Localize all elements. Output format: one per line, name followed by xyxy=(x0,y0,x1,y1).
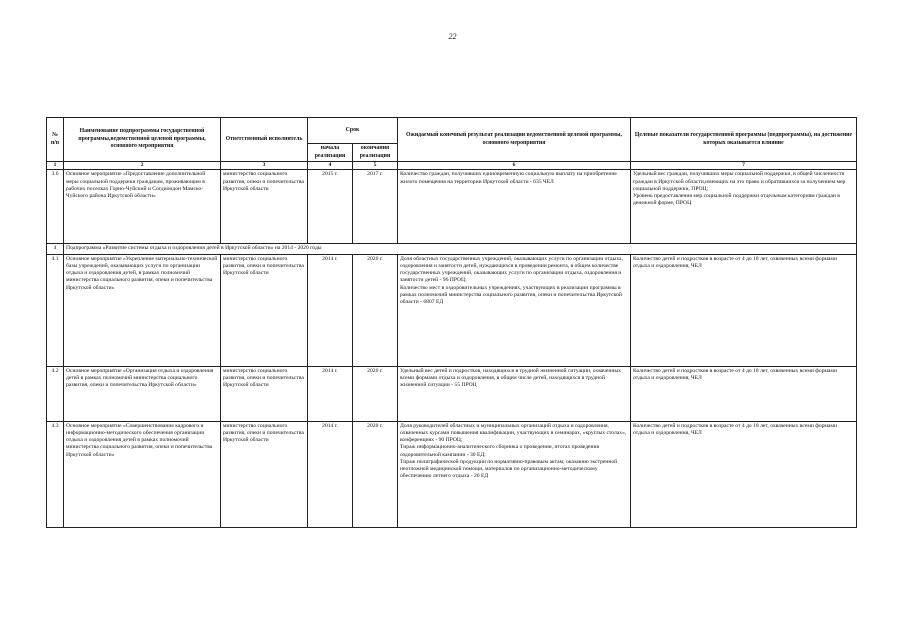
table-row xyxy=(47,254,857,366)
row-end: 2020 г. xyxy=(353,254,398,366)
row-indicators: Количество детей и подростков в возрасте от 4 до 18 лет, охваченных всеми формами отдыха и оздоровления, ЧЕЛ xyxy=(631,254,857,366)
row-start: 2014 г. xyxy=(308,366,353,421)
column-number: 6 xyxy=(398,162,631,170)
section-num: 4 xyxy=(47,244,64,254)
row-num: 4.3 xyxy=(47,421,64,527)
row-start: 2015 г. xyxy=(308,170,353,244)
header-executor: Ответственный исполнитель xyxy=(221,118,308,162)
column-number: 2 xyxy=(64,162,221,170)
row-result: Удельный вес детей и подростков, находящихся в трудной жизненной ситуации, охваченных всеми формами отдыха и оздоровления, в общем числе детей, находящихся в трудной жизненной ситуации - 55 ПРОЦ xyxy=(398,366,631,421)
row-start: 2014 г. xyxy=(308,254,353,366)
row-indicators: Количество детей и подростков в возрасте от 4 до 18 лет, охваченных всеми формами отдыха и оздоровления, ЧЕЛ xyxy=(631,421,857,527)
column-number: 7 xyxy=(631,162,857,170)
column-number: 4 xyxy=(308,162,353,170)
header-term: Срок xyxy=(308,118,398,144)
row-end: 2020 г. xyxy=(353,366,398,421)
program-table xyxy=(46,117,857,528)
page-number: 22 xyxy=(448,32,457,41)
row-indicators: Количество детей и подростков в возрасте от 4 до 18 лет, охваченных всеми формами отдыха и оздоровления, ЧЕЛ xyxy=(631,366,857,421)
column-number: 3 xyxy=(221,162,308,170)
row-start: 2014 г. xyxy=(308,421,353,527)
row-num: 3.6 xyxy=(47,170,64,244)
column-numbers-row xyxy=(47,162,857,170)
row-result: Количество граждан, получивших единовременную социальную выплату на приобретение жилого помещения на территории Иркутской области - 635 ЧЕЛ xyxy=(398,170,631,244)
row-num: 4.1 xyxy=(47,254,64,366)
row-num: 4.2 xyxy=(47,366,64,421)
header-term-end: окончания реализации xyxy=(353,144,398,162)
row-name: Основное мероприятие «Предоставление дополнительной меры социальной поддержки гражданам, проживающим в рабочих поселках Горно-Чуйский и Согдиондон Мамско-Чуйского района Иркутской области» xyxy=(64,170,221,244)
table-row xyxy=(47,366,857,421)
row-name: Основное мероприятие «Организация отдыха и оздоровления детей в рамках полномочий министерства социального развития, опеки и попечительства Иркутской области» xyxy=(64,366,221,421)
row-executor: министерство социального развития, опеки и попечительства Иркутской области xyxy=(221,421,308,527)
row-executor: министерство социального развития, опеки и попечительства Иркутской области xyxy=(221,366,308,421)
row-end: 2020 г. xyxy=(353,421,398,527)
row-result: Доля руководителей областных и муниципальных организаций отдыха и оздоровления, охваченных курсами повышения квалификации, участвующих в семинарах, «круглых столах», конференциях - 90 ПРОЦ; Тираж информационно-аналитического сборника о проведении, итогах проведения оздоровительной кампании - 30 ЕД; Тираж полиграфической продукции по нормативно-правовым актам, оказанию экстренной неотложной медицинской помощи, материалов по организационно-методическому обеспечению летнего отдыха - 20 ЕД xyxy=(398,421,631,527)
row-end: 2017 г. xyxy=(353,170,398,244)
header-term-start: начала реализации xyxy=(308,144,353,162)
row-executor: министерство социального развития, опеки и попечительства Иркутской области xyxy=(221,254,308,366)
table-row xyxy=(47,421,857,527)
header-num: № п/п xyxy=(47,118,64,162)
section-title: Подпрограмма «Развитие системы отдыха и оздоровления детей в Иркутской области» на 2014 - 2020 годы xyxy=(64,244,857,254)
table-row xyxy=(47,170,857,244)
header-result: Ожидаемый конечный результат реализации ведомственной целевой программы, основного мероприятия xyxy=(398,118,631,162)
row-name: Основное мероприятие «Укрепление материально-технической базы учреждений, оказывающих услуги по организации отдыха и оздоровления детей, в рамках полномочий министерства социального развития, опеки и попечительства Иркутской области» xyxy=(64,254,221,366)
row-indicators: Удельный вес граждан, получивших меры социальной поддержки, в общей численности граждан в Иркутской области,имеющих на это право и обратившихся за получением мер социальной поддержки, ПРОЦ; Уровень предоставления мер социальной поддержки отдельным категориям граждан в денежной форме, ПРОЦ xyxy=(631,170,857,244)
row-executor: министерство социального развития, опеки и попечительства Иркутской области xyxy=(221,170,308,244)
table-header-row xyxy=(47,118,857,144)
header-indicators: Целевые показатели государственной программы (подпрограммы), на достижение которых оказывается влияние xyxy=(631,118,857,162)
row-name: Основное мероприятие «Совершенствование кадрового и информационно-методического обеспечения организации отдыха и оздоровления детей в рамках полномочий министерства социального развития, опеки и попечительства Иркутской области» xyxy=(64,421,221,527)
row-result: Доля областных государственных учреждений, оказывающих услуги по организации отдыха, оздоровления и занятости детей, нуждающихся в проведении ремонта, в общем количестве государственных учреждений, оказывающих услуги по организации отдыха, оздоровления и занятости детей - 96 ПРОЦ; Количество мест в оздоровительных учреждениях, участвующих в реализации программы в рамках полномочий министерства социального развития, опеки и попечительства Иркутской области - 6807 ЕД xyxy=(398,254,631,366)
section-row xyxy=(47,244,857,254)
column-number: 1 xyxy=(47,162,64,170)
header-name: Наименование подпрограммы государственной программы,ведомственной целевой программы, основного мероприятия xyxy=(64,118,221,162)
column-number: 5 xyxy=(353,162,398,170)
